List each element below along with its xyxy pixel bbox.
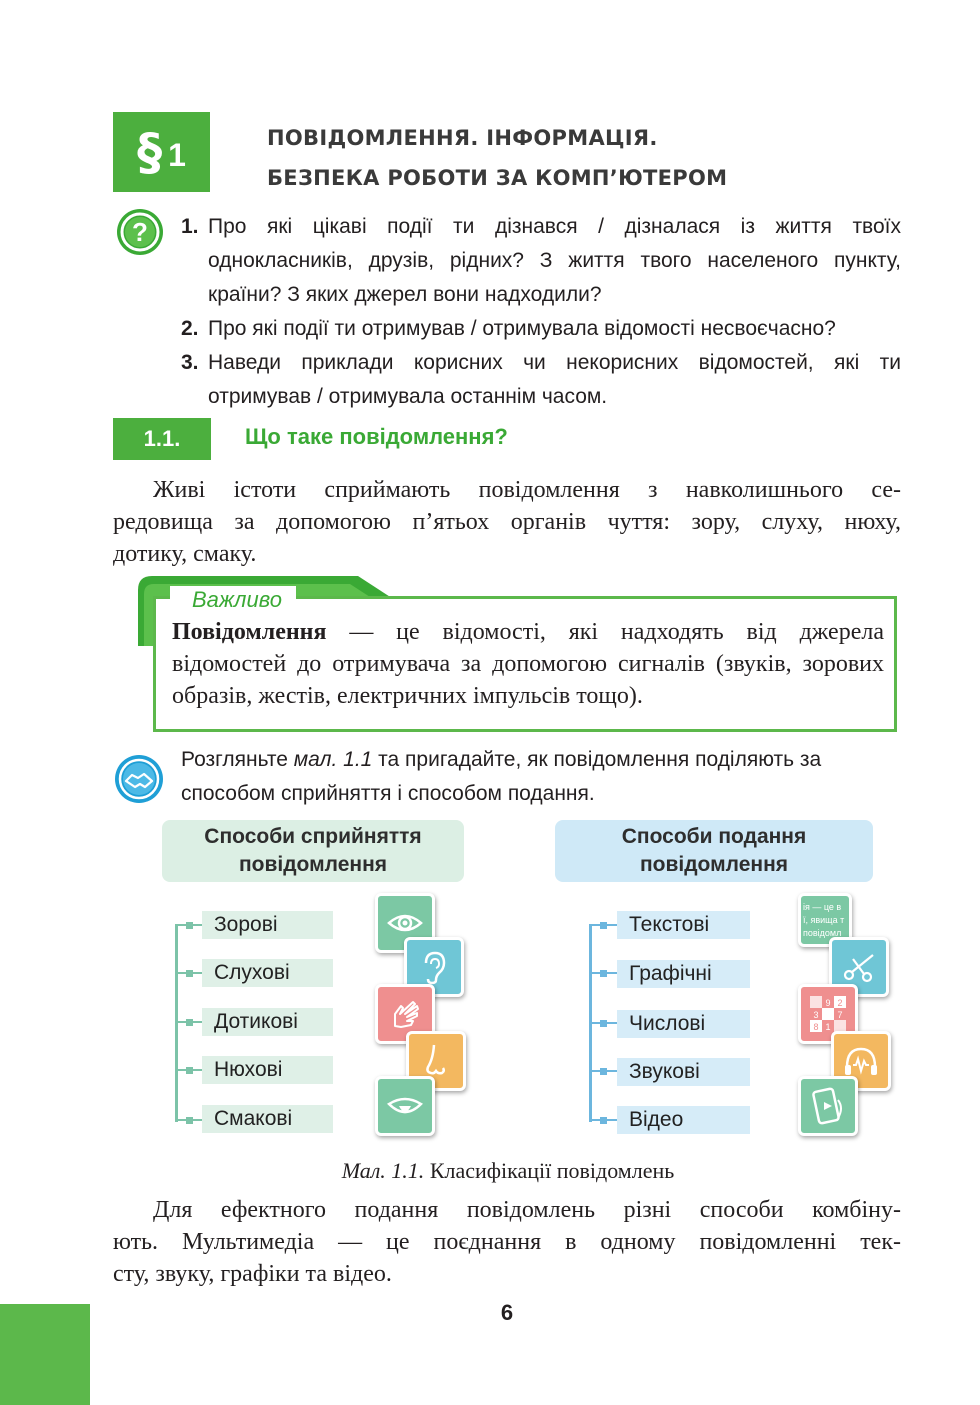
discuss-text-start: Розгляньте [181, 748, 294, 771]
subsection-number: 1.1. [113, 418, 211, 460]
multimedia-line: Для ефектного подання повідомлень різні способи комбіну- [153, 1197, 901, 1223]
question-item [181, 346, 901, 414]
number-cell: 3 [813, 1010, 819, 1020]
number-cell: 2 [837, 998, 843, 1008]
tree-bullet [600, 1020, 607, 1027]
presentation-item-video: Відео [617, 1106, 750, 1134]
section-badge [113, 112, 210, 192]
multimedia-paragraph [113, 1194, 901, 1290]
discuss-text [181, 743, 901, 811]
presentation-item-numeric: Числові [617, 1010, 750, 1038]
question-text: Наведи приклади корисних чи некорисних відомостей, які ти отримував / отримувала останнім часом. [208, 351, 901, 408]
chapter-title-line1: ПОВІДОМЛЕННЯ. ІНФОРМАЦІЯ. [267, 126, 658, 150]
tree-bullet [186, 970, 193, 977]
mouth-icon [375, 1076, 435, 1136]
number-cell: 1 [825, 1022, 831, 1032]
text-tile-line: ія — це в [803, 901, 842, 912]
tree-bullet [186, 922, 193, 929]
number-cell: 8 [813, 1022, 819, 1032]
important-label: Важливо [170, 586, 296, 614]
important-term: Повідомлення [172, 619, 327, 645]
perception-item-auditory: Слухові [202, 959, 333, 987]
text-tile-line: ї, явища т [803, 914, 845, 925]
discuss-text-end: та пригадайте, як повідомлення поділяють за способом сприйняття і способом подання. [181, 748, 822, 805]
figure-caption-text: Класифікації повідомлень [424, 1158, 675, 1183]
tree-bullet [186, 1019, 193, 1026]
intro-paragraph [113, 474, 901, 570]
question-number: 1. [181, 215, 199, 238]
question-text: Про які цікаві події ти дізнався / дізналася із життя твоїх однокласників, друзів, рідних? З життя твого населеного пункту, країни? З яких джерел вони надходили? [208, 215, 901, 306]
section-symbol: § [137, 123, 163, 181]
perception-item-tactile: Дотикові [202, 1008, 333, 1036]
intro-line: Живі істоти сприймають повідомлення з навколишнього се- [153, 477, 901, 503]
video-icon [798, 1076, 858, 1136]
perception-item-gustatory: Смакові [202, 1105, 333, 1133]
figure-caption [0, 1158, 980, 1184]
section-number: 1 [168, 136, 186, 173]
handshake-icon [114, 754, 164, 804]
multimedia-line: ють. Мультимедіа — це поєднання в одному повідомленні тек- [113, 1229, 901, 1255]
question-item [181, 210, 901, 312]
presentation-item-graphic: Графічні [617, 960, 750, 988]
presentation-item-audio: Звукові [617, 1058, 750, 1086]
svg-text:?: ? [132, 217, 148, 247]
important-definition [172, 616, 884, 712]
subsection-title: Що таке повідомлення? [245, 424, 508, 449]
text-tile-line: повідомл [803, 927, 842, 938]
presentation-item-text: Текстові [617, 911, 750, 939]
tree-bullet [600, 970, 607, 977]
tree-bullet [600, 922, 607, 929]
question-number: 3. [181, 351, 199, 374]
tree-bullet [600, 1117, 607, 1124]
number-cell: 7 [837, 1010, 843, 1020]
intro-line: дотику, смаку. [113, 541, 257, 567]
perception-item-visual: Зорові [202, 911, 333, 939]
question-list [181, 210, 901, 414]
corner-decoration [0, 1304, 90, 1405]
question-text: Про які події ти отримував / отримувала відомості несвоєчасно? [208, 317, 836, 340]
chapter-title [267, 118, 727, 198]
presentation-methods-header: Способи подання повідомлення [555, 820, 873, 882]
intro-line: редовища за допомогою п’ятьох органів чуття: зору, слуху, нюху, [113, 509, 901, 535]
left-tree-trunk [175, 924, 178, 1122]
tree-bullet [600, 1068, 607, 1075]
figure-caption-ref: Мал. 1.1. [341, 1158, 425, 1183]
page-number: 6 [500, 1300, 514, 1325]
multimedia-line: сту, звуку, графіки та відео. [113, 1261, 392, 1287]
tree-bullet [186, 1067, 193, 1074]
chapter-title-line2: БЕЗПЕКА РОБОТИ ЗА КОМП’ЮТЕРОМ [267, 166, 728, 190]
figure-reference: мал. 1.1 [293, 748, 373, 771]
question-item [181, 312, 901, 346]
number-cell: 9 [825, 998, 831, 1008]
question-number: 2. [181, 317, 199, 340]
perception-item-olfactory: Нюхові [202, 1056, 333, 1084]
perception-methods-header: Способи сприйняття повідомлення [162, 820, 464, 882]
question-icon [116, 208, 164, 256]
tree-bullet [186, 1117, 193, 1124]
important-definition-text: — це відомості, які надходять від джерела відомостей до отримувача за допомогою сигналів (звуків, зорових образів, жестів, електричних імпульсів тощо). [172, 619, 884, 709]
